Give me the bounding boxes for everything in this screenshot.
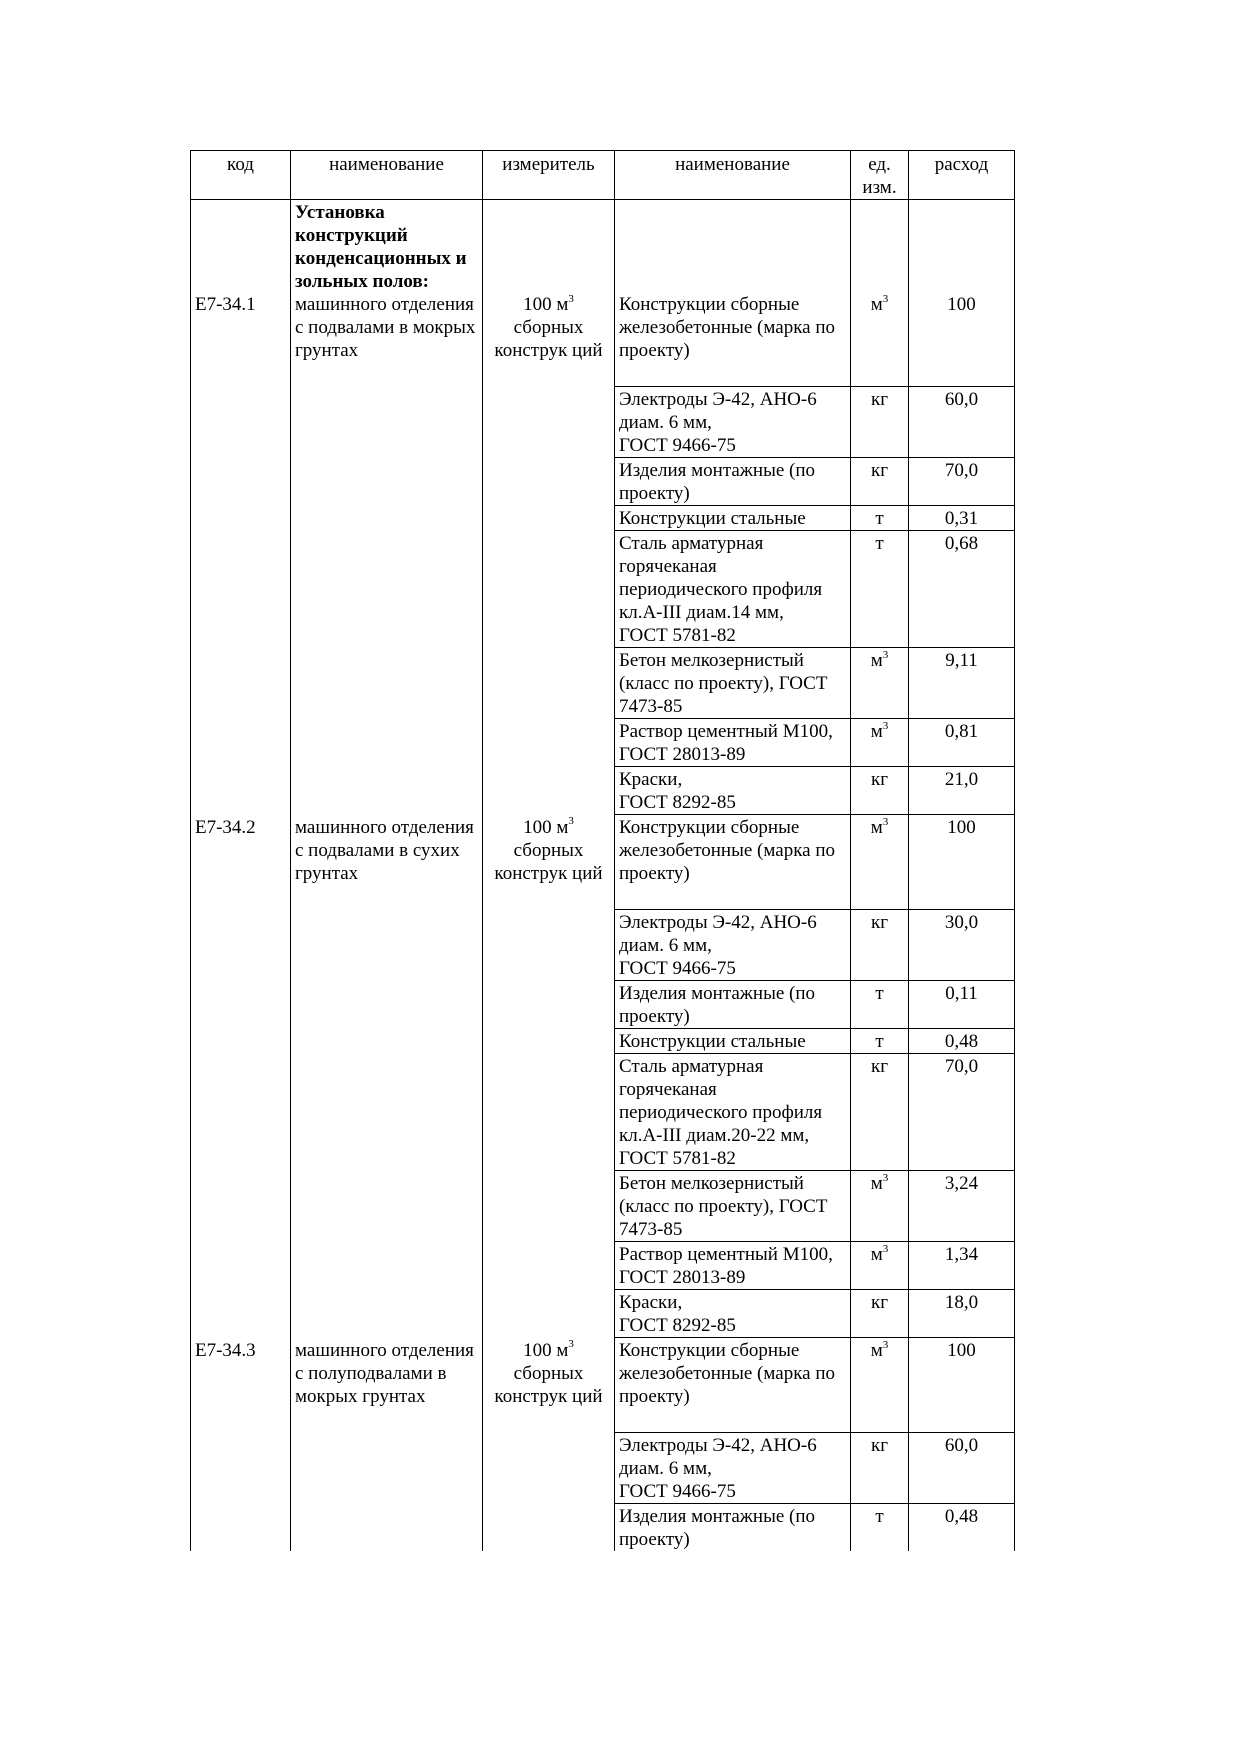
work-name-text: машинного отделения с полуподвалами в мокрых грунтах <box>295 1339 474 1407</box>
material-unit: кг <box>851 1290 909 1338</box>
material-unit: т <box>851 506 909 531</box>
material-qty: 70,0 <box>909 458 1015 506</box>
row-code: Е7-34.2 <box>191 815 291 1338</box>
material-unit: т <box>851 1504 909 1552</box>
material-unit: т <box>851 1029 909 1054</box>
unit-superscript: 3 <box>882 1338 889 1351</box>
material-unit: $м^3$ <box>851 1338 909 1433</box>
row-work-name <box>291 815 483 1338</box>
material-unit: кг <box>851 458 909 506</box>
material-name: Краски, ГОСТ 8292-85 <box>615 767 851 815</box>
meter-superscript: 3 <box>568 815 574 828</box>
material-qty: 9,11 <box>909 648 1015 719</box>
material-unit: $м^3$ <box>851 1171 909 1242</box>
material-qty: 1,34 <box>909 1242 1015 1290</box>
material-unit: $м^3$ <box>851 200 909 387</box>
table-row <box>191 1338 1015 1433</box>
qty-spacer <box>913 201 1010 293</box>
material-unit: $м^3$ <box>851 815 909 910</box>
material-spacer <box>619 201 846 293</box>
meter-spacer <box>487 201 610 293</box>
material-qty: 100 <box>909 200 1015 387</box>
norms-table <box>190 150 1015 1551</box>
material-unit: кг <box>851 1054 909 1171</box>
meter-rest: сборных конструк ций <box>494 317 603 361</box>
row-code: Е7-34.1 <box>191 200 291 815</box>
row-work-name <box>291 1338 483 1552</box>
code-spacer <box>195 201 286 293</box>
unit-superscript: 3 <box>882 1242 889 1255</box>
row-meter: 100 $м^3$ сборных конструк ций <box>483 815 615 1338</box>
material-unit: $м^3$ <box>851 1242 909 1290</box>
material-name: Изделия монтажные (по проекту) <box>615 458 851 506</box>
unit-spacer <box>855 201 904 293</box>
meter-superscript: 3 <box>568 292 574 305</box>
material-qty: 18,0 <box>909 1290 1015 1338</box>
table-header <box>191 151 1015 200</box>
material-unit: т <box>851 531 909 648</box>
material-name: Изделия монтажные (по проекту) <box>615 981 851 1029</box>
material-name: Бетон мелкозернистый (класс по проекту), ГОСТ 7473-85 <box>615 648 851 719</box>
material-name: Электроды Э-42, АНО-6 диам. 6 мм, ГОСТ 9466-75 <box>615 1433 851 1504</box>
material-name: Краски, ГОСТ 8292-85 <box>615 1290 851 1338</box>
material-name: Сталь арматурная горячеканая периодического профиля кл.А-III диам.20-22 мм, ГОСТ 5781-82 <box>615 1054 851 1171</box>
unit-superscript: 3 <box>882 815 889 828</box>
header-row <box>191 151 1015 200</box>
material-qty: 70,0 <box>909 1054 1015 1171</box>
material-qty: 60,0 <box>909 387 1015 458</box>
table-body <box>191 200 1015 1552</box>
material-name: Конструкции стальные <box>615 1029 851 1054</box>
header-consumption: расход <box>909 151 1015 200</box>
header-unit: ед. изм. <box>851 151 909 200</box>
material-unit: т <box>851 981 909 1029</box>
meter-rest: сборных конструк ций <box>494 839 603 884</box>
material-qty: 30,0 <box>909 910 1015 981</box>
material-unit: кг <box>851 910 909 981</box>
work-name-text: машинного отделения с подвалами в мокрых грунтах <box>295 294 476 361</box>
material-name: Бетон мелкозернистый (класс по проекту), ГОСТ 7473-85 <box>615 1171 851 1242</box>
material-name: Изделия монтажные (по проекту) <box>615 1504 851 1552</box>
material-name: Сталь арматурная горячеканая периодического профиля кл.А-III диам.14 мм, ГОСТ 5781-82 <box>615 531 851 648</box>
material-name: Электроды Э-42, АНО-6 диам. 6 мм, ГОСТ 9466-75 <box>615 387 851 458</box>
material-name: Конструкции сборные железобетонные (марка по проекту) <box>615 200 851 387</box>
header-work-name: наименование <box>291 151 483 200</box>
material-name: Конструкции сборные железобетонные (марка по проекту) <box>615 1338 851 1433</box>
material-qty: 100 <box>909 815 1015 910</box>
material-qty: 3,24 <box>909 1171 1015 1242</box>
unit-superscript: 3 <box>882 1171 889 1184</box>
material-name: Конструкции стальные <box>615 506 851 531</box>
row-code: Е7-34.3 <box>191 1338 291 1552</box>
material-name: Раствор цементный М100, ГОСТ 28013-89 <box>615 719 851 767</box>
header-code: код <box>191 151 291 200</box>
material-qty: 0,81 <box>909 719 1015 767</box>
material-qty: 0,68 <box>909 531 1015 648</box>
row-work-name <box>291 200 483 815</box>
material-qty: 100 <box>909 1338 1015 1433</box>
material-qty: 0,11 <box>909 981 1015 1029</box>
material-name: Раствор цементный М100, ГОСТ 28013-89 <box>615 1242 851 1290</box>
work-name-text: машинного отделения с подвалами в сухих грунтах <box>295 816 474 884</box>
table-row <box>191 200 1015 387</box>
unit-superscript: 3 <box>882 648 889 661</box>
material-qty: 0,48 <box>909 1029 1015 1054</box>
material-unit: кг <box>851 767 909 815</box>
material-qty: 60,0 <box>909 1433 1015 1504</box>
material-unit: кг <box>851 387 909 458</box>
material-unit: $м^3$ <box>851 648 909 719</box>
material-name: Конструкции сборные железобетонные (марка по проекту) <box>615 815 851 910</box>
meter-rest: сборных конструк ций <box>494 1362 603 1407</box>
material-unit: $м^3$ <box>851 719 909 767</box>
material-qty: 21,0 <box>909 767 1015 815</box>
material-unit: кг <box>851 1433 909 1504</box>
material-qty: 0,48 <box>909 1504 1015 1552</box>
row-meter: 100 $м^3$ сборных конструк ций <box>483 1338 615 1552</box>
material-qty: 0,31 <box>909 506 1015 531</box>
row-meter: 100 $м^3$ сборных конструк ций <box>483 200 615 815</box>
unit-superscript: 3 <box>882 719 889 732</box>
unit-superscript: 3 <box>882 292 889 305</box>
material-name: Электроды Э-42, АНО-6 диам. 6 мм, ГОСТ 9466-75 <box>615 910 851 981</box>
header-material-name: наименование <box>615 151 851 200</box>
section-title: Установка конструкций конденсационных и зольных полов: <box>295 202 467 292</box>
table-row <box>191 815 1015 910</box>
header-meter: измеритель <box>483 151 615 200</box>
meter-superscript: 3 <box>568 1338 574 1351</box>
